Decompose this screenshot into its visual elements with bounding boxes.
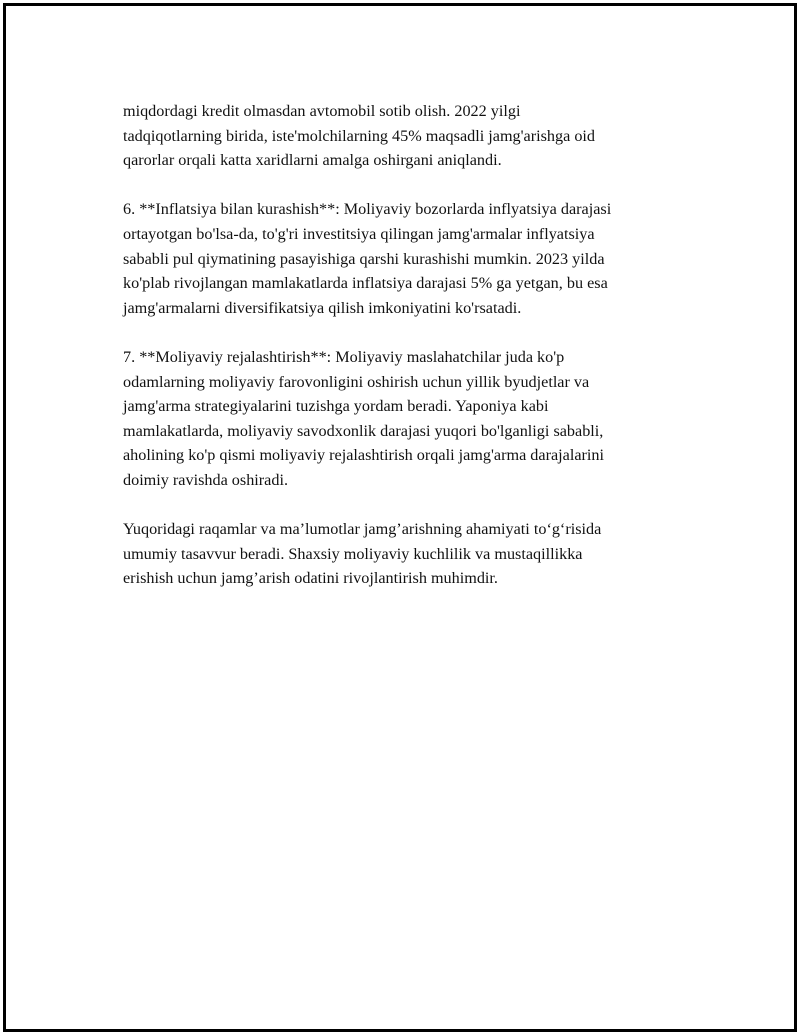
text-line: ko'plab rivojlangan mamlakatlarda inflatsiya darajasi 5% ga yetgan, bu esa: [123, 274, 608, 293]
text-line: doimiy ravishda oshiradi.: [123, 470, 288, 489]
text-line: jamg'arma strategiyalarini tuzishga yordam beradi. Yaponiya kabi: [123, 397, 549, 416]
text-line: ortayotgan bo'lsa-da, to'g'ri investitsiya qilingan jamg'armalar inflyatsiya: [123, 224, 595, 243]
paragraph-inflation: [123, 197, 683, 320]
text-line: qarorlar orqali katta xaridlarni amalga oshirgani aniqlandi.: [123, 151, 502, 170]
document-body: [123, 99, 683, 615]
paragraph-conclusion: [123, 517, 683, 591]
text-line: miqdordagi kredit olmasdan avtomobil sotib olish. 2022 yilgi: [123, 102, 521, 120]
paragraph-financial-planning: [123, 345, 683, 493]
text-line: erishish uchun jamg’arish odatini rivojlantirish muhimdir.: [123, 569, 498, 588]
text-line: 6. **Inflatsiya bilan kurashish**: Moliyaviy bozorlarda inflyatsiya darajasi: [123, 200, 612, 219]
paragraph-intro-continuation: [123, 99, 683, 173]
text-line: mamlakatlarda, moliyaviy savodxonlik darajasi yuqori bo'lganligi sababli,: [123, 421, 604, 440]
text-line: aholining ko'p qismi moliyaviy rejalashtirish orqali jamg'arma darajalarini: [123, 446, 604, 465]
text-line: tadqiqotlarning birida, iste'molchilarning 45% maqsadli jamg'arishga oid: [123, 126, 596, 145]
text-line: sababli pul qiymatining pasayishiga qarshi kurashishi mumkin. 2023 yilda: [123, 249, 605, 268]
text-line: umumiy tasavvur beradi. Shaxsiy moliyaviy kuchlilik va mustaqillikka: [123, 544, 583, 563]
text-line: 7. **Moliyaviy rejalashtirish**: Moliyaviy maslahatchilar juda ko'p: [123, 347, 565, 366]
text-line: jamg'armalarni diversifikatsiya qilish imkoniyatini ko'rsatadi.: [123, 298, 522, 317]
text-line: odamlarning moliyaviy farovonligini oshirish uchun yillik byudjetlar va: [123, 372, 590, 391]
page-frame: [3, 3, 797, 1032]
text-line: Yuqoridagi raqamlar va ma’lumotlar jamg’arishning ahamiyati to‘g‘risida: [123, 520, 602, 539]
